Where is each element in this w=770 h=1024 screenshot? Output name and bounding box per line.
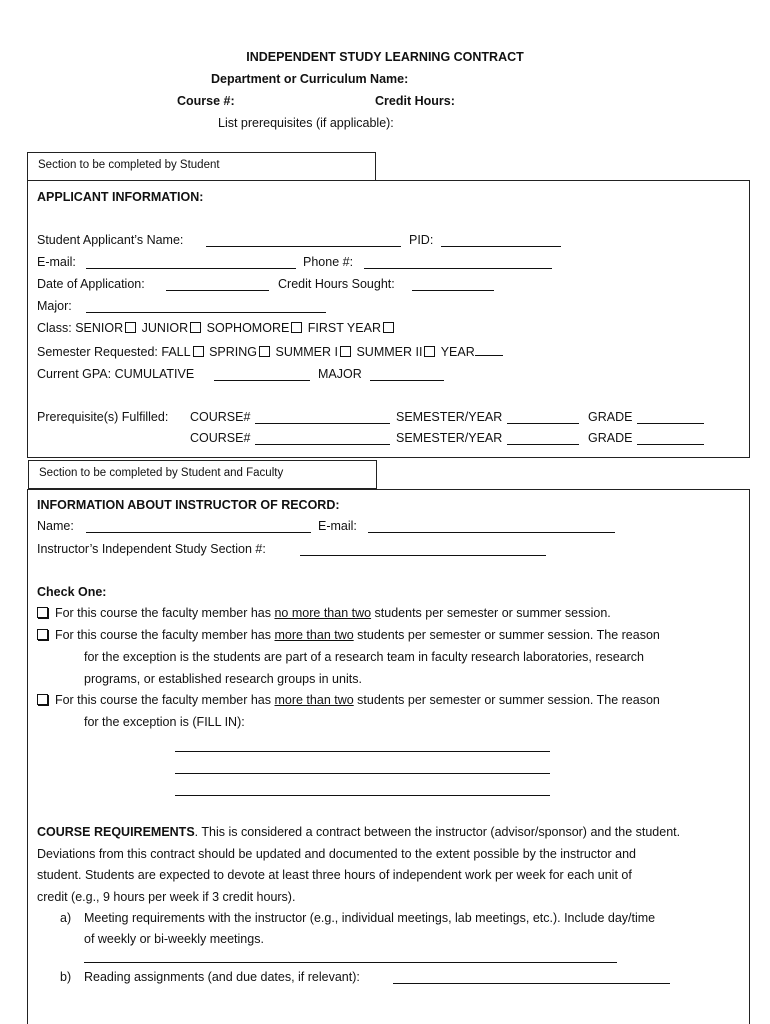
- option-1-underlined: no more than two: [274, 606, 372, 620]
- fill-in-line-1[interactable]: [175, 751, 550, 752]
- class-row: [37, 321, 396, 335]
- option-2-checkbox[interactable]: [37, 629, 48, 640]
- document-title: INDEPENDENT STUDY LEARNING CONTRACT: [246, 50, 524, 64]
- checkbox-fall[interactable]: [193, 346, 204, 357]
- option-3-underlined: more than two: [274, 693, 354, 707]
- semester-year-field-1[interactable]: [507, 423, 579, 424]
- item-b-line-1: Reading assignments (and due dates, if relevant):: [84, 970, 360, 984]
- instructor-email-field[interactable]: [368, 532, 615, 533]
- course-number-label: Course #:: [177, 94, 235, 108]
- requirements-text-1: . This is considered a contract between the instructor (advisor/sponsor) and the student.: [194, 825, 681, 839]
- option-3-row: [37, 693, 660, 707]
- phone-label: Phone #:: [303, 255, 354, 269]
- grade-label-1: GRADE: [588, 410, 633, 424]
- requirements-heading: COURSE REQUIREMENTS: [37, 825, 195, 839]
- class-option-first-year: FIRST YEAR: [307, 321, 381, 335]
- major-label: Major:: [37, 299, 72, 313]
- instructor-heading: INFORMATION ABOUT INSTRUCTOR OF RECORD:: [37, 498, 340, 512]
- option-3-text-a: For this course the faculty member has: [54, 693, 275, 707]
- year-field[interactable]: [475, 344, 503, 356]
- semester-year-field-2[interactable]: [507, 444, 579, 445]
- checkbox-spring[interactable]: [259, 346, 270, 357]
- semester-year-label-1: SEMESTER/YEAR: [396, 410, 503, 424]
- email-field[interactable]: [86, 268, 296, 269]
- requirements-line-4: credit (e.g., 9 hours per week if 3 credit hours).: [37, 890, 296, 904]
- checkbox-summer-2[interactable]: [424, 346, 435, 357]
- prerequisites-label: List prerequisites (if applicable):: [218, 116, 394, 130]
- instructor-email-label: E-mail:: [318, 519, 357, 533]
- applicant-name-label: Student Applicant’s Name:: [37, 233, 184, 247]
- item-a-field[interactable]: [84, 962, 617, 963]
- phone-field[interactable]: [364, 268, 552, 269]
- gpa-cumulative-field[interactable]: [214, 380, 310, 381]
- major-field[interactable]: [86, 312, 326, 313]
- item-b-field[interactable]: [393, 983, 670, 984]
- pid-label: PID:: [409, 233, 434, 247]
- option-1-checkbox[interactable]: [37, 607, 48, 618]
- instructor-name-label: Name:: [37, 519, 74, 533]
- credit-sought-label: Credit Hours Sought:: [278, 277, 395, 291]
- option-3-checkbox[interactable]: [37, 694, 48, 705]
- class-option-sophomore: SOPHOMORE: [206, 321, 290, 335]
- gpa-major-label: MAJOR: [318, 367, 362, 381]
- date-label: Date of Application:: [37, 277, 145, 291]
- option-1-text-b: students per semester or summer session.: [371, 606, 611, 620]
- semester-year-label-2: SEMESTER/YEAR: [396, 431, 503, 445]
- option-3-text-b: students per semester or summer session. The reason: [353, 693, 660, 707]
- student-section-tab: Section to be completed by Student: [27, 152, 376, 181]
- instructor-name-field[interactable]: [86, 532, 311, 533]
- option-3-line-2: for the exception is (FILL IN):: [84, 715, 245, 729]
- checkbox-sophomore[interactable]: [291, 322, 302, 333]
- grade-label-2: GRADE: [588, 431, 633, 445]
- item-a-marker: a): [60, 911, 72, 925]
- option-2-line-2: for the exception is the students are part of a research team in faculty research laboratories, research: [84, 650, 645, 664]
- gpa-major-field[interactable]: [370, 380, 444, 381]
- section-number-field[interactable]: [300, 555, 546, 556]
- semester-option-fall: FALL: [161, 345, 191, 359]
- grade-field-1[interactable]: [637, 423, 704, 424]
- option-2-text-b: students per semester or summer session. The reason: [353, 628, 660, 642]
- department-label: Department or Curriculum Name:: [211, 72, 409, 86]
- checkbox-summer-1[interactable]: [340, 346, 351, 357]
- course-hash-label-1: COURSE#: [190, 410, 251, 424]
- requirements-line-2: Deviations from this contract should be updated and documented to the extent possible by the instructor and: [37, 847, 636, 861]
- grade-field-2[interactable]: [637, 444, 704, 445]
- date-field[interactable]: [166, 290, 269, 291]
- option-2-row: [37, 628, 660, 642]
- semester-option-spring: SPRING: [209, 345, 257, 359]
- requirements-line-1: [37, 825, 680, 839]
- option-2-line-3: programs, or established research groups in units.: [84, 672, 362, 686]
- semester-option-summer-1: SUMMER I: [275, 345, 338, 359]
- course-hash-label-2: COURSE#: [190, 431, 251, 445]
- option-1-text-a: For this course the faculty member has: [54, 606, 275, 620]
- check-one-label: Check One:: [37, 585, 107, 599]
- pid-field[interactable]: [441, 246, 561, 247]
- option-1-row: [37, 606, 611, 620]
- credit-hours-label: Credit Hours:: [375, 94, 455, 108]
- fill-in-line-2[interactable]: [175, 773, 550, 774]
- checkbox-first-year[interactable]: [383, 322, 394, 333]
- requirements-line-3: student. Students are expected to devote at least three hours of independent work per week for each unit of: [37, 868, 632, 882]
- semester-row: [37, 344, 503, 359]
- class-label: Class:: [37, 321, 72, 335]
- course-field-2[interactable]: [255, 444, 390, 445]
- semester-label: Semester Requested:: [37, 345, 158, 359]
- fill-in-line-3[interactable]: [175, 795, 550, 796]
- course-field-1[interactable]: [255, 423, 390, 424]
- checkbox-junior[interactable]: [190, 322, 201, 333]
- year-label: YEAR: [440, 345, 475, 359]
- prereq-fulfilled-label: Prerequisite(s) Fulfilled:: [37, 410, 169, 424]
- class-option-junior: JUNIOR: [141, 321, 189, 335]
- item-a-line-2: of weekly or bi-weekly meetings.: [84, 932, 264, 946]
- applicant-heading: APPLICANT INFORMATION:: [37, 190, 204, 204]
- checkbox-senior[interactable]: [125, 322, 136, 333]
- email-label: E-mail:: [37, 255, 76, 269]
- gpa-cumulative-label: Current GPA: CUMULATIVE: [37, 367, 195, 381]
- section-number-label: Instructor’s Independent Study Section #:: [37, 542, 266, 556]
- class-option-senior: SENIOR: [75, 321, 124, 335]
- item-b-marker: b): [60, 970, 72, 984]
- student-faculty-section-tab: Section to be completed by Student and Faculty: [28, 460, 377, 489]
- item-a-line-1: Meeting requirements with the instructor (e.g., individual meetings, lab meetings, etc.). Include day/time: [84, 911, 656, 925]
- semester-option-summer-2: SUMMER II: [356, 345, 423, 359]
- option-2-underlined: more than two: [274, 628, 354, 642]
- credit-sought-field[interactable]: [412, 290, 494, 291]
- option-2-text-a: For this course the faculty member has: [54, 628, 275, 642]
- applicant-name-field[interactable]: [206, 246, 401, 247]
